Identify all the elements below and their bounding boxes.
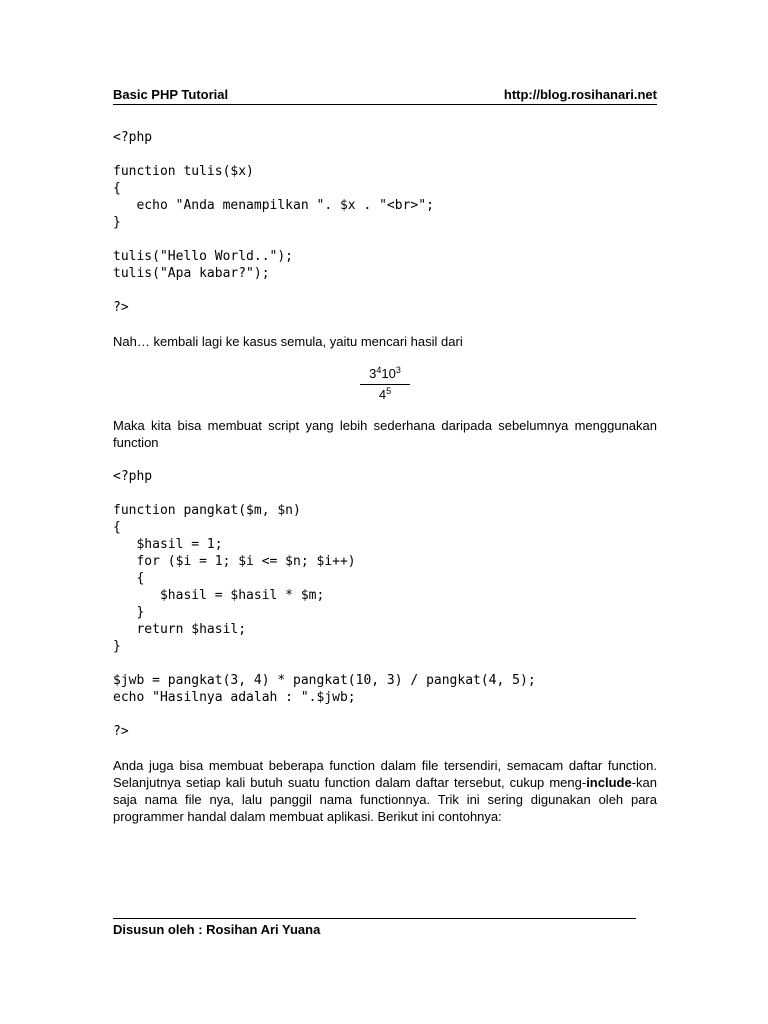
denominator-base: 4 (378, 387, 387, 402)
code-block-tulis: <?php function tulis($x) { echo "Anda menampilkan ". $x . "<br>"; } tulis("Hello World.."); tulis("Apa kabar?"); ?> (113, 130, 434, 315)
numerator-base-1: 3 (369, 366, 377, 381)
paragraph-include-part2: -kan saja nama file nya, lalu panggil nama functionnya. Trik ini sering digunakan oleh para programmer handal dalam membuat aplikasi. Berikut ini contohnya: (113, 775, 657, 824)
paragraph-include-part1: Anda juga bisa membuat beberapa function dalam file tersendiri, semacam daftar function. Selanjutnya setiap kali butuh suatu function dalam daftar tersebut, cukup meng- (113, 758, 657, 790)
page-header (113, 86, 657, 105)
paragraph-include (113, 757, 657, 825)
page-footer (113, 918, 636, 937)
document-page (113, 86, 657, 825)
numerator-exponent-1: 4 (376, 365, 382, 375)
numerator-base-2: 10 (381, 366, 396, 381)
paragraph-intro: Nah… kembali lagi ke kasus semula, yaitu mencari hasil dari (113, 334, 463, 349)
formula-denominator (377, 387, 393, 403)
header-title: Basic PHP Tutorial (113, 87, 229, 102)
fraction-bar (360, 384, 410, 385)
footer-author: Disusun oleh : Rosihan Ari Yuana (113, 922, 321, 937)
paragraph-function-intro: Maka kita bisa membuat script yang lebih sederhana daripada sebelumnya menggunakan function (113, 418, 657, 450)
formula-numerator (367, 366, 403, 382)
numerator-exponent-2: 3 (395, 365, 401, 375)
include-keyword: include (586, 775, 632, 790)
math-formula (113, 366, 657, 403)
code-block-pangkat: <?php function pangkat($m, $n) { $hasil = 1; for ($i = 1; $i <= $n; $i++) { $hasil = $hasil * $m; } return $hasil; } $jwb = pangkat(3, 4) * pangkat(10, 3) / pangkat(4, 5); echo "Hasilnya adalah : ".$jwb; ?> (113, 469, 536, 739)
header-url: http://blog.rosihanari.net (503, 87, 657, 102)
denominator-exponent: 5 (386, 386, 392, 396)
